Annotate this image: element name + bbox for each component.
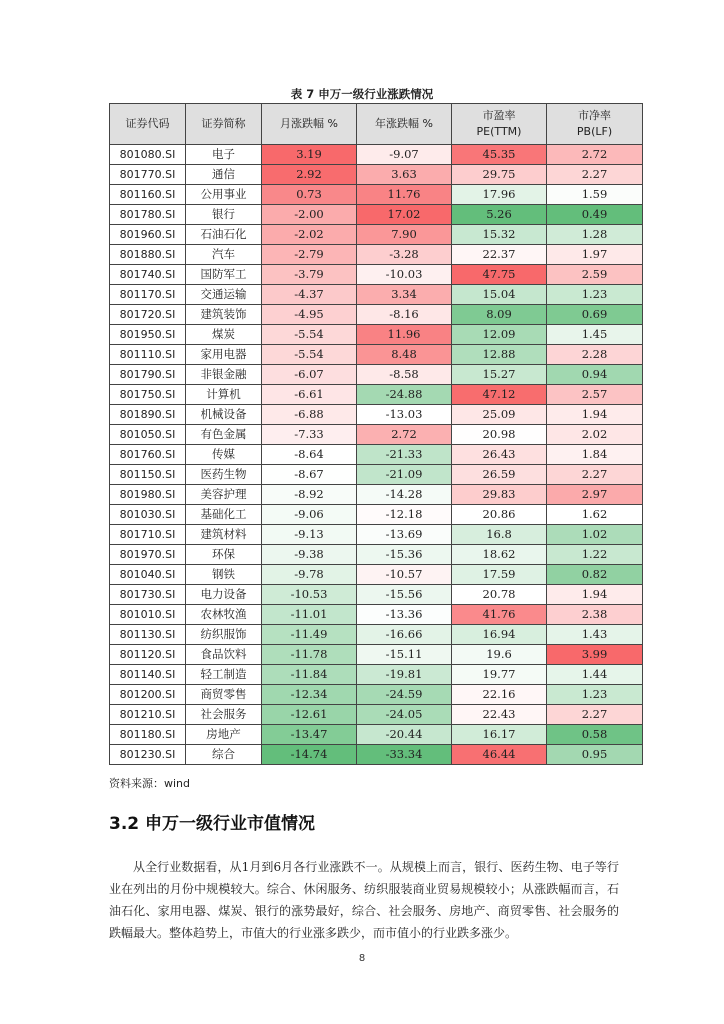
cell-name: 电子 — [186, 145, 262, 165]
cell-month-change: -11.49 — [262, 625, 357, 645]
cell-name: 有色金属 — [186, 425, 262, 445]
cell-code: 801140.SI — [110, 665, 186, 685]
cell-name: 环保 — [186, 545, 262, 565]
cell-code: 801180.SI — [110, 725, 186, 745]
table-row — [110, 665, 643, 685]
cell-month-change: -12.34 — [262, 685, 357, 705]
table-row — [110, 185, 643, 205]
cell-pe: 5.26 — [452, 205, 547, 225]
cell-year-change: -8.16 — [357, 305, 452, 325]
cell-name: 商贸零售 — [186, 685, 262, 705]
cell-month-change: -4.95 — [262, 305, 357, 325]
source-note: 资料来源：wind — [109, 777, 191, 790]
table-row — [110, 685, 643, 705]
cell-pb: 2.72 — [547, 145, 643, 165]
cell-month-change: 3.19 — [262, 145, 357, 165]
cell-code: 801130.SI — [110, 625, 186, 645]
cell-month-change: -4.37 — [262, 285, 357, 305]
cell-code: 801710.SI — [110, 525, 186, 545]
cell-code: 801010.SI — [110, 605, 186, 625]
cell-pb: 0.95 — [547, 745, 643, 765]
cell-name: 汽车 — [186, 245, 262, 265]
table-row — [110, 165, 643, 185]
table-row — [110, 505, 643, 525]
cell-name: 医药生物 — [186, 465, 262, 485]
cell-code: 801050.SI — [110, 425, 186, 445]
cell-code: 801880.SI — [110, 245, 186, 265]
cell-month-change: 0.73 — [262, 185, 357, 205]
cell-pb: 1.84 — [547, 445, 643, 465]
cell-name: 国防军工 — [186, 265, 262, 285]
cell-code: 801730.SI — [110, 585, 186, 605]
table-row — [110, 345, 643, 365]
cell-pe: 17.59 — [452, 565, 547, 585]
cell-year-change: -19.81 — [357, 665, 452, 685]
cell-month-change: -3.79 — [262, 265, 357, 285]
cell-pb: 1.23 — [547, 685, 643, 705]
cell-month-change: -7.33 — [262, 425, 357, 445]
header-pe: 市盈率 PE(TTM) — [452, 104, 547, 145]
table-row — [110, 305, 643, 325]
table-row — [110, 405, 643, 425]
cell-name: 纺织服饰 — [186, 625, 262, 645]
cell-pb: 0.82 — [547, 565, 643, 585]
cell-pe: 29.83 — [452, 485, 547, 505]
cell-year-change: 8.48 — [357, 345, 452, 365]
cell-pb: 0.58 — [547, 725, 643, 745]
cell-pe: 20.98 — [452, 425, 547, 445]
cell-pe: 20.78 — [452, 585, 547, 605]
cell-code: 801160.SI — [110, 185, 186, 205]
cell-pb: 2.59 — [547, 265, 643, 285]
cell-name: 石油石化 — [186, 225, 262, 245]
cell-year-change: 11.76 — [357, 185, 452, 205]
cell-year-change: -13.03 — [357, 405, 452, 425]
header-code: 证券代码 — [110, 104, 186, 145]
cell-year-change: -15.11 — [357, 645, 452, 665]
cell-pe: 20.86 — [452, 505, 547, 525]
cell-year-change: 11.96 — [357, 325, 452, 345]
cell-month-change: -8.64 — [262, 445, 357, 465]
cell-pe: 15.04 — [452, 285, 547, 305]
table-caption: 表 7 申万一级行业涨跌情况 — [290, 87, 434, 101]
cell-year-change: -3.28 — [357, 245, 452, 265]
header-pb: 市净率 PB(LF) — [547, 104, 643, 145]
cell-year-change: -21.33 — [357, 445, 452, 465]
cell-year-change: -10.57 — [357, 565, 452, 585]
cell-pe: 22.43 — [452, 705, 547, 725]
cell-year-change: -8.58 — [357, 365, 452, 385]
cell-pb: 1.43 — [547, 625, 643, 645]
cell-pe: 12.88 — [452, 345, 547, 365]
cell-year-change: -24.05 — [357, 705, 452, 725]
cell-code: 801150.SI — [110, 465, 186, 485]
cell-month-change: -9.38 — [262, 545, 357, 565]
table-row — [110, 205, 643, 225]
cell-code: 801720.SI — [110, 305, 186, 325]
cell-pb: 2.02 — [547, 425, 643, 445]
cell-pe: 46.44 — [452, 745, 547, 765]
cell-name: 房地产 — [186, 725, 262, 745]
cell-year-change: -33.34 — [357, 745, 452, 765]
table-row — [110, 145, 643, 165]
cell-month-change: -6.61 — [262, 385, 357, 405]
cell-code: 801890.SI — [110, 405, 186, 425]
cell-month-change: -6.88 — [262, 405, 357, 425]
table-row — [110, 425, 643, 445]
table-row — [110, 265, 643, 285]
cell-pe: 25.09 — [452, 405, 547, 425]
table-row — [110, 465, 643, 485]
cell-name: 家用电器 — [186, 345, 262, 365]
cell-pb: 1.62 — [547, 505, 643, 525]
cell-code: 801980.SI — [110, 485, 186, 505]
cell-pb: 3.99 — [547, 645, 643, 665]
cell-pe: 16.17 — [452, 725, 547, 745]
cell-code: 801970.SI — [110, 545, 186, 565]
cell-pb: 2.27 — [547, 465, 643, 485]
cell-year-change: -13.36 — [357, 605, 452, 625]
cell-name: 美容护理 — [186, 485, 262, 505]
cell-pe: 19.77 — [452, 665, 547, 685]
table-row — [110, 365, 643, 385]
table-row — [110, 745, 643, 765]
cell-pb: 1.02 — [547, 525, 643, 545]
cell-pe: 19.6 — [452, 645, 547, 665]
cell-year-change: 3.63 — [357, 165, 452, 185]
cell-code: 801960.SI — [110, 225, 186, 245]
page-number: 8 — [358, 953, 366, 964]
cell-month-change: -5.54 — [262, 325, 357, 345]
cell-year-change: -20.44 — [357, 725, 452, 745]
cell-year-change: -14.28 — [357, 485, 452, 505]
table-header — [110, 104, 643, 145]
cell-name: 农林牧渔 — [186, 605, 262, 625]
cell-code: 801790.SI — [110, 365, 186, 385]
cell-year-change: 3.34 — [357, 285, 452, 305]
cell-code: 801040.SI — [110, 565, 186, 585]
cell-month-change: -2.79 — [262, 245, 357, 265]
table-row — [110, 245, 643, 265]
cell-month-change: -14.74 — [262, 745, 357, 765]
cell-pe: 41.76 — [452, 605, 547, 625]
table-row — [110, 385, 643, 405]
cell-year-change: -16.66 — [357, 625, 452, 645]
cell-pe: 16.8 — [452, 525, 547, 545]
body-paragraph: 从全行业数据看，从1月到6月各行业涨跌不一。从规模上而言，银行、医药生物、电子等行业在列出的月份中规模较大。综合、休闲服务、纺织服装商业贸易规模较小；从涨跌幅而言，石油石化、家用电器、煤炭、银行的涨势最好，综合、社会服务、房地产、商贸零售、社会服务的跌幅最大。整体趋势上，市值大的行业涨多跌少，而市值小的行业跌多涨少。 — [109, 860, 619, 940]
cell-name: 电力设备 — [186, 585, 262, 605]
cell-code: 801750.SI — [110, 385, 186, 405]
cell-code: 801230.SI — [110, 745, 186, 765]
cell-name: 交通运输 — [186, 285, 262, 305]
cell-name: 传媒 — [186, 445, 262, 465]
cell-month-change: -9.06 — [262, 505, 357, 525]
cell-pb: 0.94 — [547, 365, 643, 385]
table-row — [110, 225, 643, 245]
cell-month-change: -2.00 — [262, 205, 357, 225]
cell-year-change: -24.88 — [357, 385, 452, 405]
cell-pe: 47.75 — [452, 265, 547, 285]
cell-pb: 0.49 — [547, 205, 643, 225]
cell-code: 801200.SI — [110, 685, 186, 705]
header-month-change: 月涨跌幅 % — [262, 104, 357, 145]
cell-name: 基础化工 — [186, 505, 262, 525]
table-row — [110, 485, 643, 505]
table-row — [110, 545, 643, 565]
cell-name: 公用事业 — [186, 185, 262, 205]
cell-pe: 26.59 — [452, 465, 547, 485]
table-row — [110, 605, 643, 625]
cell-name: 社会服务 — [186, 705, 262, 725]
cell-name: 食品饮料 — [186, 645, 262, 665]
cell-month-change: -8.92 — [262, 485, 357, 505]
cell-pb: 1.94 — [547, 585, 643, 605]
cell-month-change: -12.61 — [262, 705, 357, 725]
cell-pe: 15.27 — [452, 365, 547, 385]
cell-pb: 1.23 — [547, 285, 643, 305]
cell-name: 计算机 — [186, 385, 262, 405]
cell-pe: 47.12 — [452, 385, 547, 405]
cell-code: 801170.SI — [110, 285, 186, 305]
table-row — [110, 445, 643, 465]
table-row — [110, 725, 643, 745]
cell-name: 钢铁 — [186, 565, 262, 585]
cell-pe: 22.16 — [452, 685, 547, 705]
cell-pb: 1.45 — [547, 325, 643, 345]
cell-pe: 29.75 — [452, 165, 547, 185]
cell-month-change: -13.47 — [262, 725, 357, 745]
table-row — [110, 565, 643, 585]
cell-pe: 18.62 — [452, 545, 547, 565]
cell-pe: 15.32 — [452, 225, 547, 245]
cell-pe: 8.09 — [452, 305, 547, 325]
cell-name: 银行 — [186, 205, 262, 225]
cell-pb: 1.22 — [547, 545, 643, 565]
cell-year-change: -10.03 — [357, 265, 452, 285]
cell-month-change: -8.67 — [262, 465, 357, 485]
cell-year-change: -24.59 — [357, 685, 452, 705]
cell-code: 801110.SI — [110, 345, 186, 365]
header-year-change: 年涨跌幅 % — [357, 104, 452, 145]
cell-month-change: -10.53 — [262, 585, 357, 605]
cell-name: 非银金融 — [186, 365, 262, 385]
cell-code: 801770.SI — [110, 165, 186, 185]
cell-month-change: -9.13 — [262, 525, 357, 545]
cell-month-change: -6.07 — [262, 365, 357, 385]
table-row — [110, 585, 643, 605]
cell-year-change: -13.69 — [357, 525, 452, 545]
cell-year-change: 17.02 — [357, 205, 452, 225]
table-row — [110, 325, 643, 345]
cell-code: 801740.SI — [110, 265, 186, 285]
table-body — [110, 145, 643, 765]
cell-pb: 1.94 — [547, 405, 643, 425]
cell-year-change: -9.07 — [357, 145, 452, 165]
table-row — [110, 625, 643, 645]
header-name: 证券简称 — [186, 104, 262, 145]
cell-pe: 26.43 — [452, 445, 547, 465]
cell-pb: 1.28 — [547, 225, 643, 245]
cell-year-change: 2.72 — [357, 425, 452, 445]
cell-name: 煤炭 — [186, 325, 262, 345]
cell-name: 综合 — [186, 745, 262, 765]
cell-pe: 22.37 — [452, 245, 547, 265]
cell-code: 801950.SI — [110, 325, 186, 345]
cell-code: 801780.SI — [110, 205, 186, 225]
cell-code: 801210.SI — [110, 705, 186, 725]
cell-name: 建筑装饰 — [186, 305, 262, 325]
cell-name: 机械设备 — [186, 405, 262, 425]
cell-pe: 45.35 — [452, 145, 547, 165]
cell-code: 801120.SI — [110, 645, 186, 665]
cell-month-change: 2.92 — [262, 165, 357, 185]
table-row — [110, 645, 643, 665]
cell-code: 801760.SI — [110, 445, 186, 465]
cell-pb: 2.97 — [547, 485, 643, 505]
cell-year-change: -15.36 — [357, 545, 452, 565]
cell-month-change: -11.84 — [262, 665, 357, 685]
cell-month-change: -5.54 — [262, 345, 357, 365]
cell-pb: 1.97 — [547, 245, 643, 265]
cell-pe: 17.96 — [452, 185, 547, 205]
table-row — [110, 705, 643, 725]
cell-name: 建筑材料 — [186, 525, 262, 545]
cell-name: 轻工制造 — [186, 665, 262, 685]
cell-code: 801030.SI — [110, 505, 186, 525]
cell-pb: 2.57 — [547, 385, 643, 405]
table-row — [110, 525, 643, 545]
cell-month-change: -11.78 — [262, 645, 357, 665]
cell-pe: 16.94 — [452, 625, 547, 645]
cell-pb: 1.59 — [547, 185, 643, 205]
industry-table — [109, 103, 643, 765]
table-row — [110, 285, 643, 305]
cell-pb: 2.27 — [547, 165, 643, 185]
section-heading: 3.2 申万一级行业市值情况 — [109, 814, 316, 834]
cell-year-change: -15.56 — [357, 585, 452, 605]
cell-pb: 0.69 — [547, 305, 643, 325]
cell-month-change: -2.02 — [262, 225, 357, 245]
cell-code: 801080.SI — [110, 145, 186, 165]
cell-year-change: -21.09 — [357, 465, 452, 485]
cell-year-change: -12.18 — [357, 505, 452, 525]
cell-pb: 1.44 — [547, 665, 643, 685]
cell-pb: 2.28 — [547, 345, 643, 365]
cell-name: 通信 — [186, 165, 262, 185]
cell-month-change: -9.78 — [262, 565, 357, 585]
cell-month-change: -11.01 — [262, 605, 357, 625]
cell-pe: 12.09 — [452, 325, 547, 345]
cell-pb: 2.27 — [547, 705, 643, 725]
cell-pb: 2.38 — [547, 605, 643, 625]
cell-year-change: 7.90 — [357, 225, 452, 245]
